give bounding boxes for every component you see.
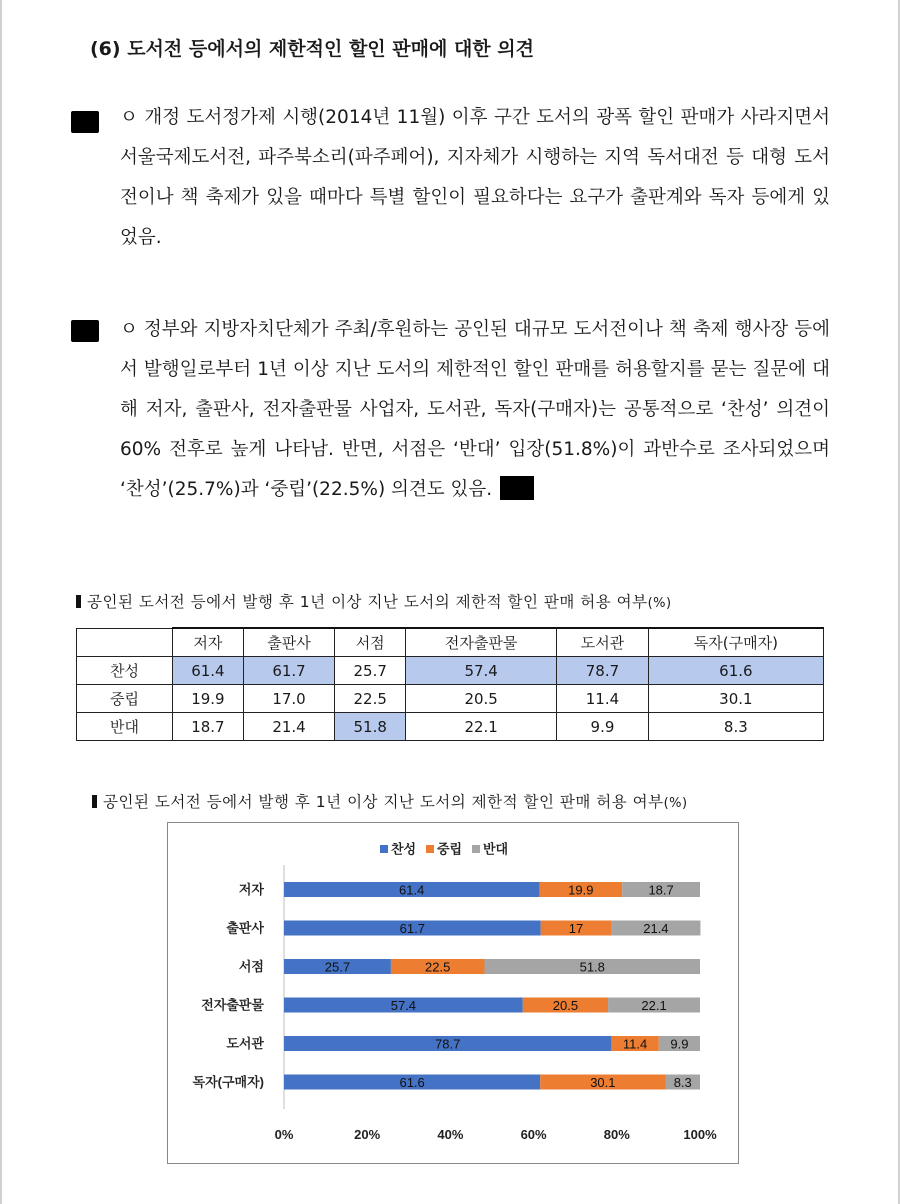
legend-swatch [472,845,480,853]
table-cell: 51.8 [335,713,406,741]
column-header: 독자(구매자) [648,628,823,657]
x-tick-label: 0% [274,1127,294,1142]
legend-swatch [380,845,388,853]
category-label: 독자(구매자) [192,1074,264,1090]
table-cell: 20.5 [406,685,557,713]
data-label: 51.8 [579,959,605,975]
category-label: 전자출판물 [201,997,264,1013]
table-row [77,685,824,713]
legend-label: 찬성 [391,841,417,857]
table-cell: 9.9 [557,713,649,741]
x-tick-label: 40% [437,1127,464,1142]
table-cell: 78.7 [557,657,649,685]
data-label: 18.7 [648,882,674,898]
column-header: 출판사 [243,628,335,657]
redaction-mark [71,111,99,133]
data-label: 11.4 [622,1036,648,1052]
column-header: 저자 [173,628,244,657]
data-label: 22.1 [641,998,667,1013]
table-row [77,713,824,741]
column-header: 전자출판물 [406,628,557,657]
table-cell: 61.6 [648,657,823,685]
x-tick-label: 100% [683,1127,717,1142]
table-corner-cell [77,628,173,657]
data-label: 61.6 [399,1075,425,1090]
paragraph-2-text: ㅇ 정부와 지방자치단체가 주최/후원하는 공인된 대규모 도서전이나 책 축제 행사장 등에서 발행일로부터 1년 이상 지난 도서의 제한적인 할인 판매를 허용할지를 묻는 질문에 대해 저자, 출판사, 전자출판물 사업자, 도서관, 독자(구매자)는 공통적으로 ‘찬성’ 의견이 60% 전후로 높게 나타남. 반면, 서점은 ‘반대’ 입장(51.8%)이 과반수로 조사되었으며 ‘찬성’(25.7%)과 ‘중립’(22.5%) 의견도 있음. [120,319,830,500]
table-cell: 61.4 [173,657,244,685]
redaction-mark [71,320,99,342]
table-cell: 17.0 [243,685,335,713]
page-edge-left [0,0,2,1204]
category-label: 도서관 [226,1036,264,1051]
data-label: 61.7 [399,921,425,936]
data-label: 17 [568,921,584,936]
survey-table [76,627,824,741]
table-cell: 18.7 [173,713,244,741]
row-header: 반대 [77,713,173,741]
table-cell: 21.4 [243,713,335,741]
data-label: 30.1 [590,1075,616,1090]
paragraph-1: ㅇ 개정 도서정가제 시행(2014년 11월) 이후 구간 도서의 광폭 할인 판매가 사라지면서 서울국제도서전, 파주북소리(파주페어), 지자체가 시행하는 지역 독서대전 등 대형 도서전이나 책 축제가 있을 때마다 특별 할인이 필요하다는 요구가 출판계와 독자 등에게 있었음. [120,107,830,248]
square-bullet-icon [76,595,81,608]
section-heading: (6) 도서전 등에서의 제한적인 할인 판매에 대한 의견 [90,38,534,60]
legend-swatch [426,845,434,853]
table-header-row [77,628,824,657]
legend-label: 중립 [437,841,463,857]
data-label: 25.7 [324,959,351,975]
x-tick-label: 80% [603,1127,630,1142]
square-bullet-icon [92,795,97,808]
table-cell: 19.9 [173,685,244,713]
data-label: 21.4 [643,921,669,936]
table-cell: 61.7 [243,657,335,685]
row-header: 중립 [77,685,173,713]
chart-caption [92,790,688,812]
column-header: 도서관 [557,628,649,657]
x-tick-label: 20% [354,1127,381,1142]
chart-caption-text: 공인된 도서전 등에서 발행 후 1년 이상 지난 도서의 제한적 할인 판매 허용 여부 [103,793,664,811]
chart-caption-unit: (%) [663,796,688,811]
stacked-bar-chart [167,822,739,1164]
redaction-mark [500,476,534,500]
category-label: 저자 [238,882,264,897]
table-row [77,657,824,685]
table-cell: 30.1 [648,685,823,713]
table-cell: 25.7 [335,657,406,685]
data-label: 19.9 [568,882,594,898]
column-header: 서점 [335,628,406,657]
table-cell: 11.4 [557,685,649,713]
table-cell: 57.4 [406,657,557,685]
table-cell: 22.5 [335,685,406,713]
data-label: 61.4 [399,882,425,898]
category-label: 출판사 [226,920,264,936]
row-header: 찬성 [77,657,173,685]
data-label: 20.5 [552,998,579,1013]
data-label: 22.5 [425,959,451,975]
data-label: 57.4 [390,998,417,1013]
data-label: 78.7 [435,1036,461,1052]
table-caption-text: 공인된 도서전 등에서 발행 후 1년 이상 지난 도서의 제한적 할인 판매 허용 여부 [87,593,648,611]
table-cell: 22.1 [406,713,557,741]
chart-svg [168,823,738,1163]
table-caption-unit: (%) [647,596,672,611]
paragraph-2 [120,310,830,510]
category-label: 서점 [238,959,264,974]
table-caption [76,590,672,612]
data-label: 8.3 [673,1075,692,1090]
data-label: 9.9 [670,1036,689,1052]
table-cell: 8.3 [648,713,823,741]
legend-label: 반대 [483,841,509,857]
x-tick-label: 60% [520,1127,547,1142]
